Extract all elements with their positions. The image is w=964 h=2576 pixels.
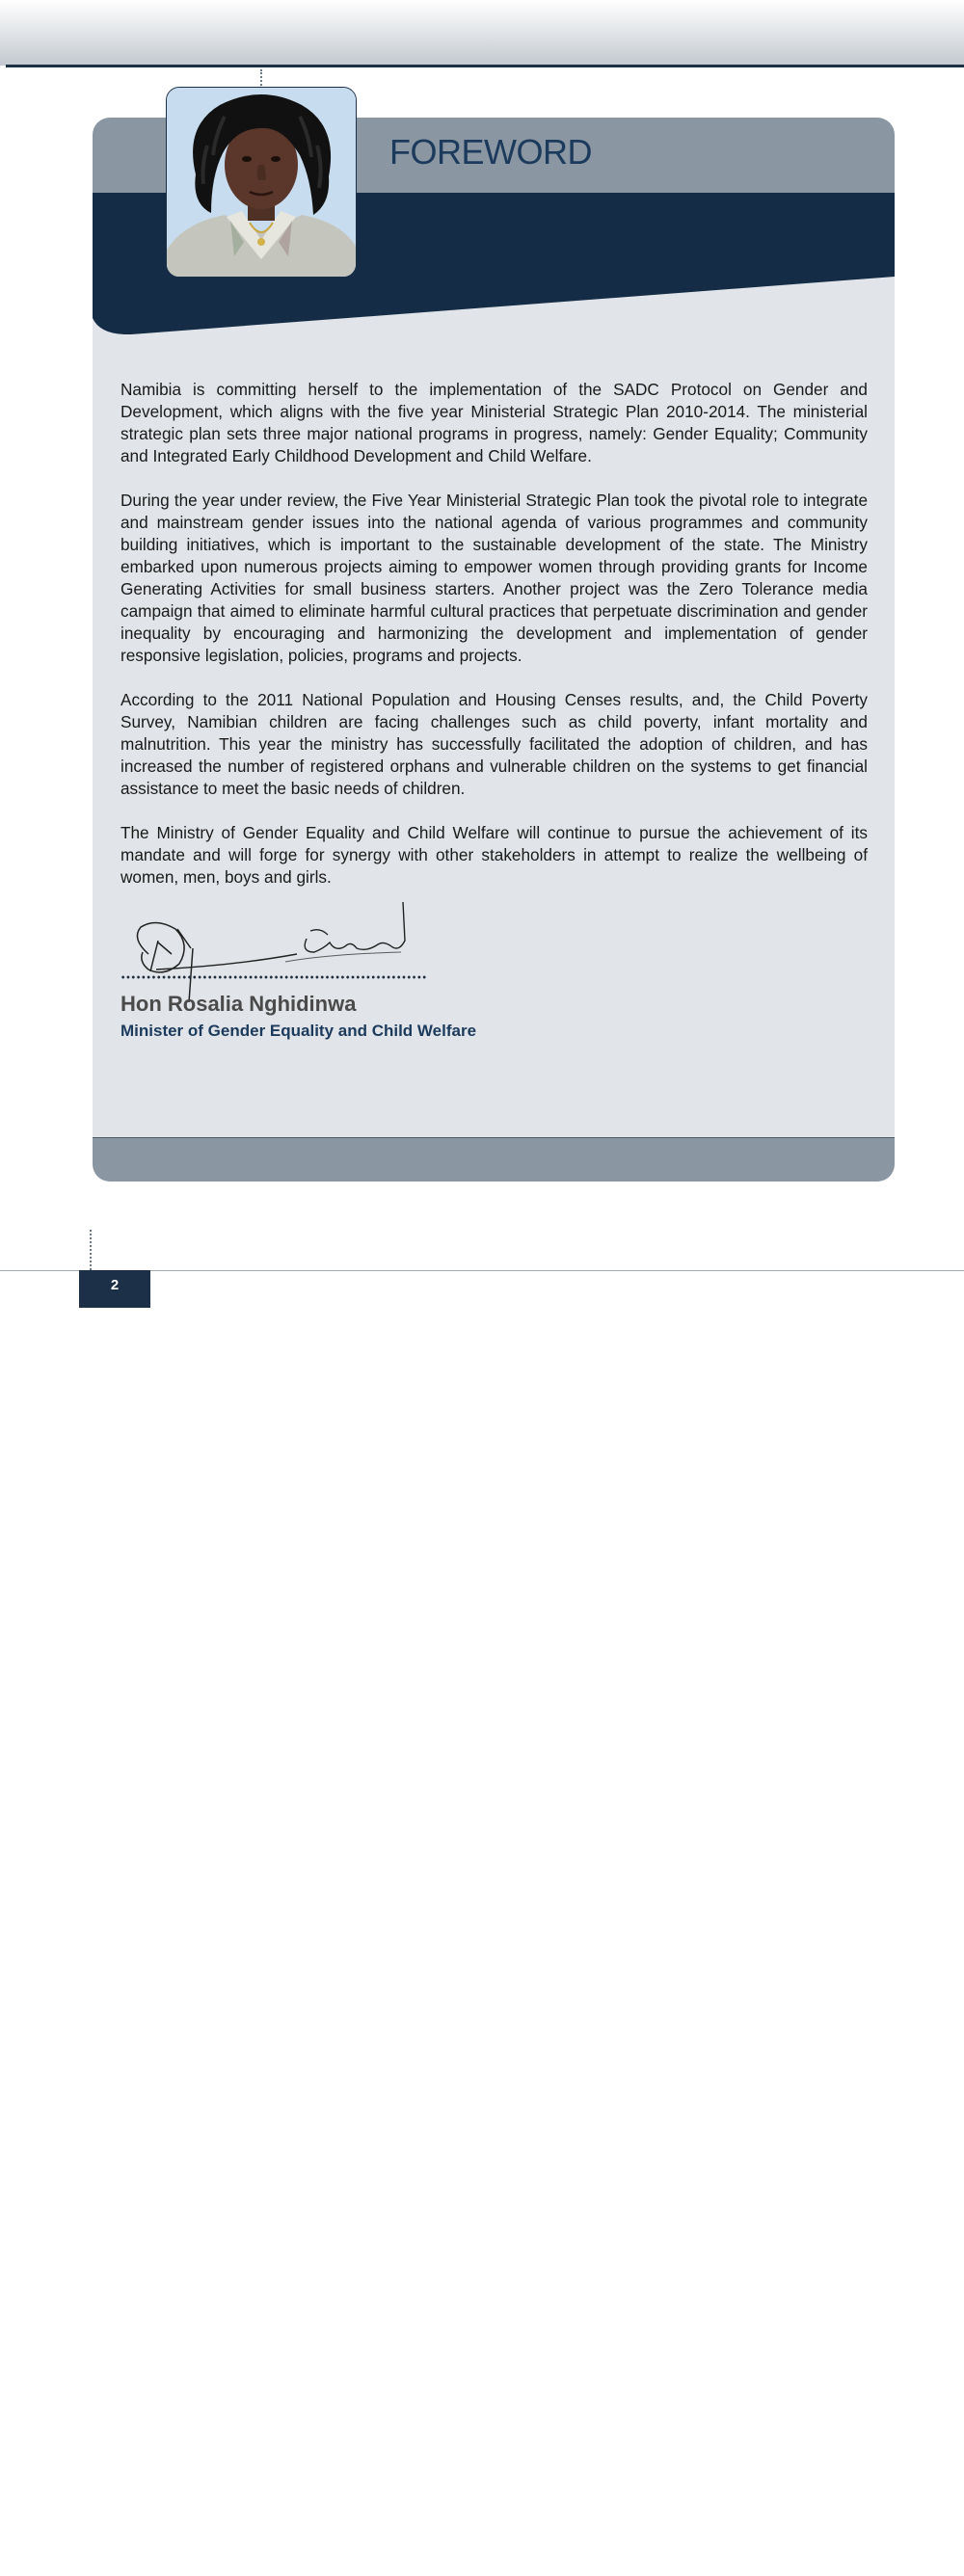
top-dotted-tick — [260, 69, 262, 89]
paragraph-4: The Ministry of Gender Equality and Child Welfare will continue to pursue the achievement of its mandate and will forge for synergy with other stakeholders in attempt to realize the wellbeing of women, men, boys and girls. — [120, 823, 868, 887]
signatory-name: Hon Rosalia Nghidinwa — [120, 992, 357, 1016]
card-footer-band — [93, 1137, 895, 1182]
page-dotted-tick — [90, 1230, 92, 1270]
paragraph-1: Namibia is committing herself to the implementation of the SADC Protocol on Gender and Development, which aligns with the five year Ministerial Strategic Plan 2010-2014. The ministerial strategic plan sets three major national programs in progress, namely: Gender Equality; Community and Integrated Early Childhood Development and Child Welfare. — [120, 380, 868, 465]
page-number-dots — [169, 2572, 228, 2576]
paragraph-3: According to the 2011 National Population and Housing Censes results, and, the Child Poverty Survey, Namibian children are facing challenges such as child poverty, infant mortality and malnutrition. This year the ministry has successfully facilitated the adoption of children, and has increased the number of registered orphans and vulnerable children on the systems to get financial assistance to meet the basic needs of children. — [120, 690, 868, 798]
signature-dotted-line — [120, 974, 427, 980]
signatory-title: Minister of Gender Equality and Child Welfare — [120, 1022, 477, 1040]
top-rule — [6, 65, 964, 67]
page-number: 2 — [110, 1277, 120, 1293]
page-number-badge — [79, 1270, 150, 1308]
page-title: FOREWORD — [389, 132, 592, 172]
paragraph-2: During the year under review, the Five Year Ministerial Strategic Plan took the pivotal role to integrate and mainstream gender issues into the national agenda of various programmes and community building initiatives, which is important to the sustainable development of the state. The Ministry embarked upon numerous projects aiming to empower women through providing grants for Income Generating Activities for small business starters. Another project was the Zero Tolerance media campaign that aimed to eliminate harmful cultural practices that perpetuate discrimination and gender inequality by encouraging and harmonizing the development and implementation of gender responsive legislation, policies, programs and projects. — [120, 491, 868, 665]
top-header-band — [0, 0, 964, 66]
foreword-body — [120, 379, 868, 911]
portrait-illustration — [167, 88, 356, 277]
portrait-photo — [166, 87, 357, 278]
